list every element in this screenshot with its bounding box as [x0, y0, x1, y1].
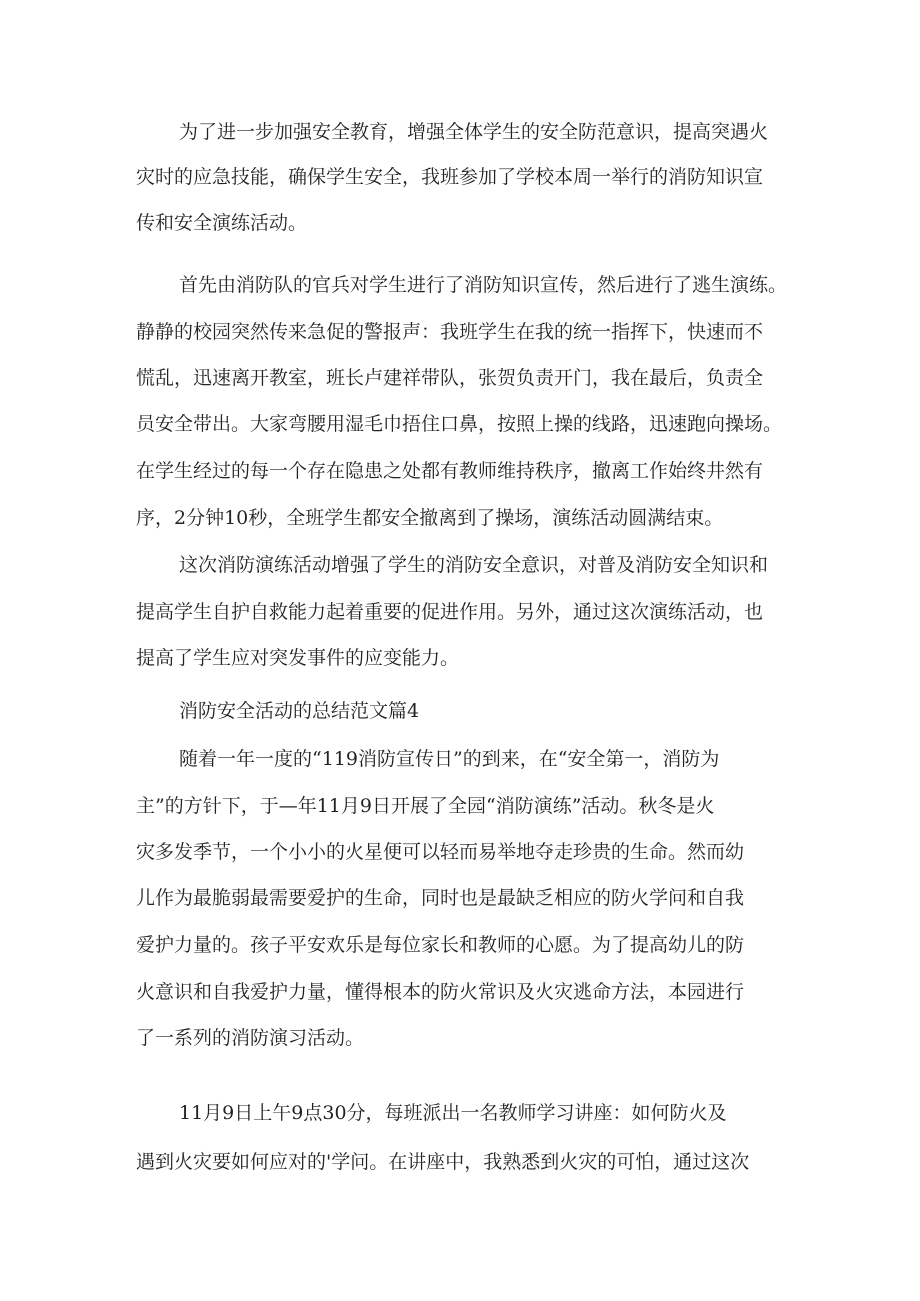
paragraph-5-line-2: 遇到火灾要如何应对的'学问。在讲座中，我熟悉到火灾的可怕，通过这次: [136, 1151, 750, 1173]
paragraph-1-line-2: 灾时的应急技能，确保学生安全，我班参加了学校本周一举行的消防知识宣: [136, 166, 764, 188]
paragraph-4-line-1: 随着一年一度的“119消防宣传日”的到来，在“安全第一，消防为: [179, 748, 720, 770]
paragraph-4-line-2: 主”的方针下，于—年11月9日开展了全园“消防演练”活动。秋冬是火: [136, 795, 715, 817]
paragraph-4-line-4: 儿作为最脆弱最需要爱护的生命，同时也是最缺乏相应的防火学问和自我: [136, 887, 745, 909]
paragraph-1-line-3: 传和安全演练活动。: [136, 212, 308, 234]
paragraph-2-line-4: 员安全带出。大家弯腰用湿毛巾捂住口鼻，按照上操的线路，迅速跑向操场。: [136, 413, 783, 435]
paragraph-2-line-3: 慌乱，迅速离开教室，班长卢建祥带队，张贺负责开门，我在最后，负责全: [136, 367, 764, 389]
section-heading: 消防安全活动的总结范文篇4: [179, 700, 420, 722]
paragraph-2-line-1: 首先由消防队的官兵对学生进行了消防知识宣传，然后进行了逃生演练。: [179, 274, 788, 296]
paragraph-2-line-6: 序，2分钟10秒，全班学生都安全撤离到了操场，演练活动圆满结束。: [136, 507, 724, 529]
paragraph-3-line-1: 这次消防演练活动增强了学生的消防安全意识，对普及消防安全知识和: [179, 554, 769, 576]
paragraph-4-line-5: 爱护力量的。孩子平安欢乐是每位家长和教师的心愿。为了提高幼儿的防: [136, 934, 745, 956]
paragraph-2-line-5: 在学生经过的每一个存在隐患之处都有教师维持秩序，撤离工作始终井然有: [136, 460, 764, 482]
paragraph-5-line-1: 11月9日上午9点30分，每班派出一名教师学习讲座：如何防火及: [179, 1102, 727, 1124]
paragraph-2-line-2: 静静的校园突然传来急促的警报声：我班学生在我的统一指挥下，快速而不: [136, 321, 764, 343]
paragraph-4-line-6: 火意识和自我爱护力量，懂得根本的防火常识及火灾逃命方法，本园进行: [136, 981, 745, 1003]
paragraph-3-line-2: 提高学生自护自救能力起着重要的促进作用。另外，通过这次演练活动，也: [136, 601, 764, 623]
paragraph-4-line-7: 了一系列的消防演习活动。: [136, 1027, 365, 1049]
paragraph-1-line-1: 为了进一步加强安全教育，增强全体学生的安全防范意识，提高突遇火: [179, 121, 769, 143]
paragraph-3-line-3: 提高了学生应对突发事件的应变能力。: [136, 647, 460, 669]
paragraph-4-line-3: 灾多发季节，一个小小的火星便可以轻而易举地夺走珍贵的生命。然而幼: [136, 841, 745, 863]
